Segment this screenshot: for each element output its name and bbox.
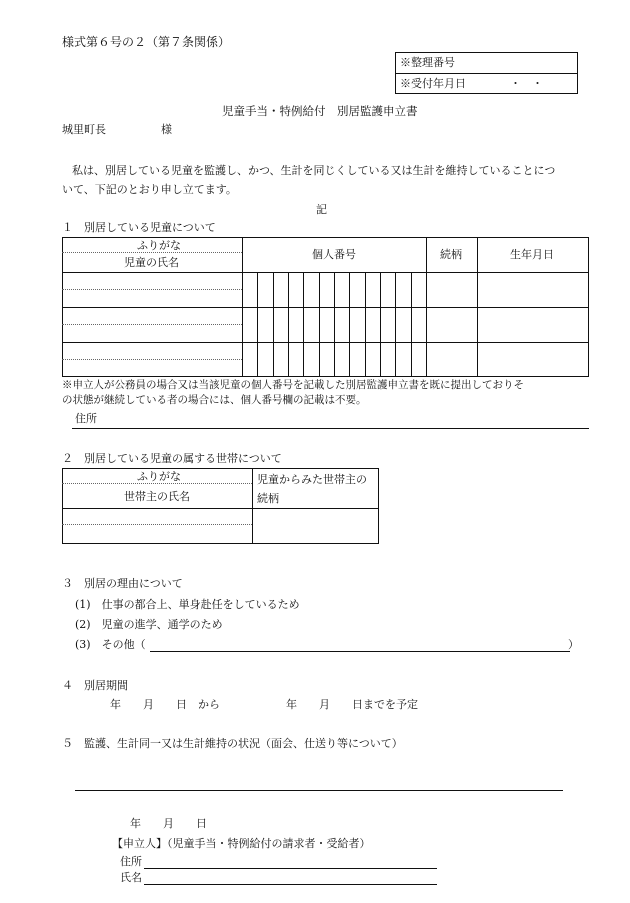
relation-header: 続柄 (440, 248, 462, 261)
child-address-line (72, 428, 589, 429)
section1-heading: １ 別居している児童について (62, 221, 216, 234)
child-address-label: 住所 (75, 412, 97, 425)
digit-cell-divider (273, 272, 274, 377)
digit-cell-divider (349, 272, 350, 377)
applicant-address-label: 住所 (120, 855, 142, 868)
household-head-name-header: 世帯主の氏名 (124, 490, 190, 503)
separation-period: 年 月 日 から 年 月 日までを予定 (110, 698, 418, 711)
document-title: 児童手当・特例給付 別居監護申立書 (222, 104, 418, 118)
section4-heading: ４ 別居期間 (62, 679, 128, 692)
office-box-divider (395, 73, 578, 74)
digit-cell-divider (395, 272, 396, 377)
section2-heading: ２ 別居している児童の属する世帯について (62, 452, 282, 465)
applicant-heading: 【申立人】（児童手当・特例給付の請求者・受給者） (112, 837, 371, 850)
furigana-divider (62, 483, 252, 484)
intro-line-1: 私は、別居している児童を監護し、かつ、生計を同じくしている又は生計を維持していることにつ (72, 164, 556, 177)
ki-label: 記 (316, 203, 327, 216)
addressee: 城里町長 様 (62, 123, 172, 136)
household-table-row-line (62, 508, 379, 509)
applicant-address-line (144, 868, 437, 869)
digit-cell-divider (319, 272, 320, 377)
digit-cell-divider (257, 272, 258, 377)
status-line (75, 790, 563, 791)
applicant-name-label: 氏名 (120, 871, 142, 884)
household-table-col-line (252, 468, 253, 544)
furigana-divider (62, 359, 242, 360)
mynumber-header: 個人番号 (312, 248, 356, 261)
digit-cell-divider (303, 272, 304, 377)
furigana-divider (62, 524, 252, 525)
section5-heading: ５ 監護、生計同一又は生計維持の状況（面会、仕送り等について） (62, 737, 403, 750)
digit-cell-divider (380, 272, 381, 377)
digit-cell-divider (288, 272, 289, 377)
household-relation-header-1: 児童からみた世帯主の (257, 473, 367, 486)
reason-other-line (150, 651, 570, 652)
note-line-1: ※申立人が公務員の場合又は当該児童の個人番号を記載した別居監護申立書を既に提出しておりそ (62, 379, 524, 391)
birthdate-header: 生年月日 (510, 248, 554, 261)
ref-number-label: ※整理番号 (400, 56, 455, 69)
furigana-divider (62, 324, 242, 325)
digit-cell-divider (411, 272, 412, 377)
household-relation-header-2: 続柄 (257, 492, 279, 505)
child-table-row-line (62, 342, 589, 343)
child-table-row-line (62, 272, 589, 273)
digit-cell-divider (365, 272, 366, 377)
digit-cell-divider (334, 272, 335, 377)
furigana-divider (62, 252, 242, 253)
furigana-divider (62, 289, 242, 290)
household-furigana-header: ふりがな (137, 470, 181, 483)
reason-option-3: (3) その他（ (75, 638, 146, 651)
intro-line-2: いて、下記のとおり申し立てます。 (62, 183, 237, 196)
reason-close-paren: ） (568, 638, 579, 651)
section3-heading: ３ 別居の理由について (62, 577, 183, 590)
reason-option-2: (2) 児童の進学、通学のため (75, 618, 223, 631)
form-label: 様式第６号の２（第７条関係） (62, 35, 231, 49)
note-line-2: の状態が継続している者の場合には、個人番号欄の記載は不要。 (62, 394, 367, 406)
signature-date: 年 月 日 (130, 817, 207, 830)
applicant-name-line (144, 884, 437, 885)
child-table-row-line (62, 307, 589, 308)
child-name-header: 児童の氏名 (124, 256, 179, 269)
reason-option-1: (1) 仕事の都合上、単身赴任をしているため (75, 598, 300, 611)
received-date-label: ※受付年月日 ・ ・ (400, 77, 543, 90)
child-furigana-header: ふりがな (137, 239, 181, 252)
